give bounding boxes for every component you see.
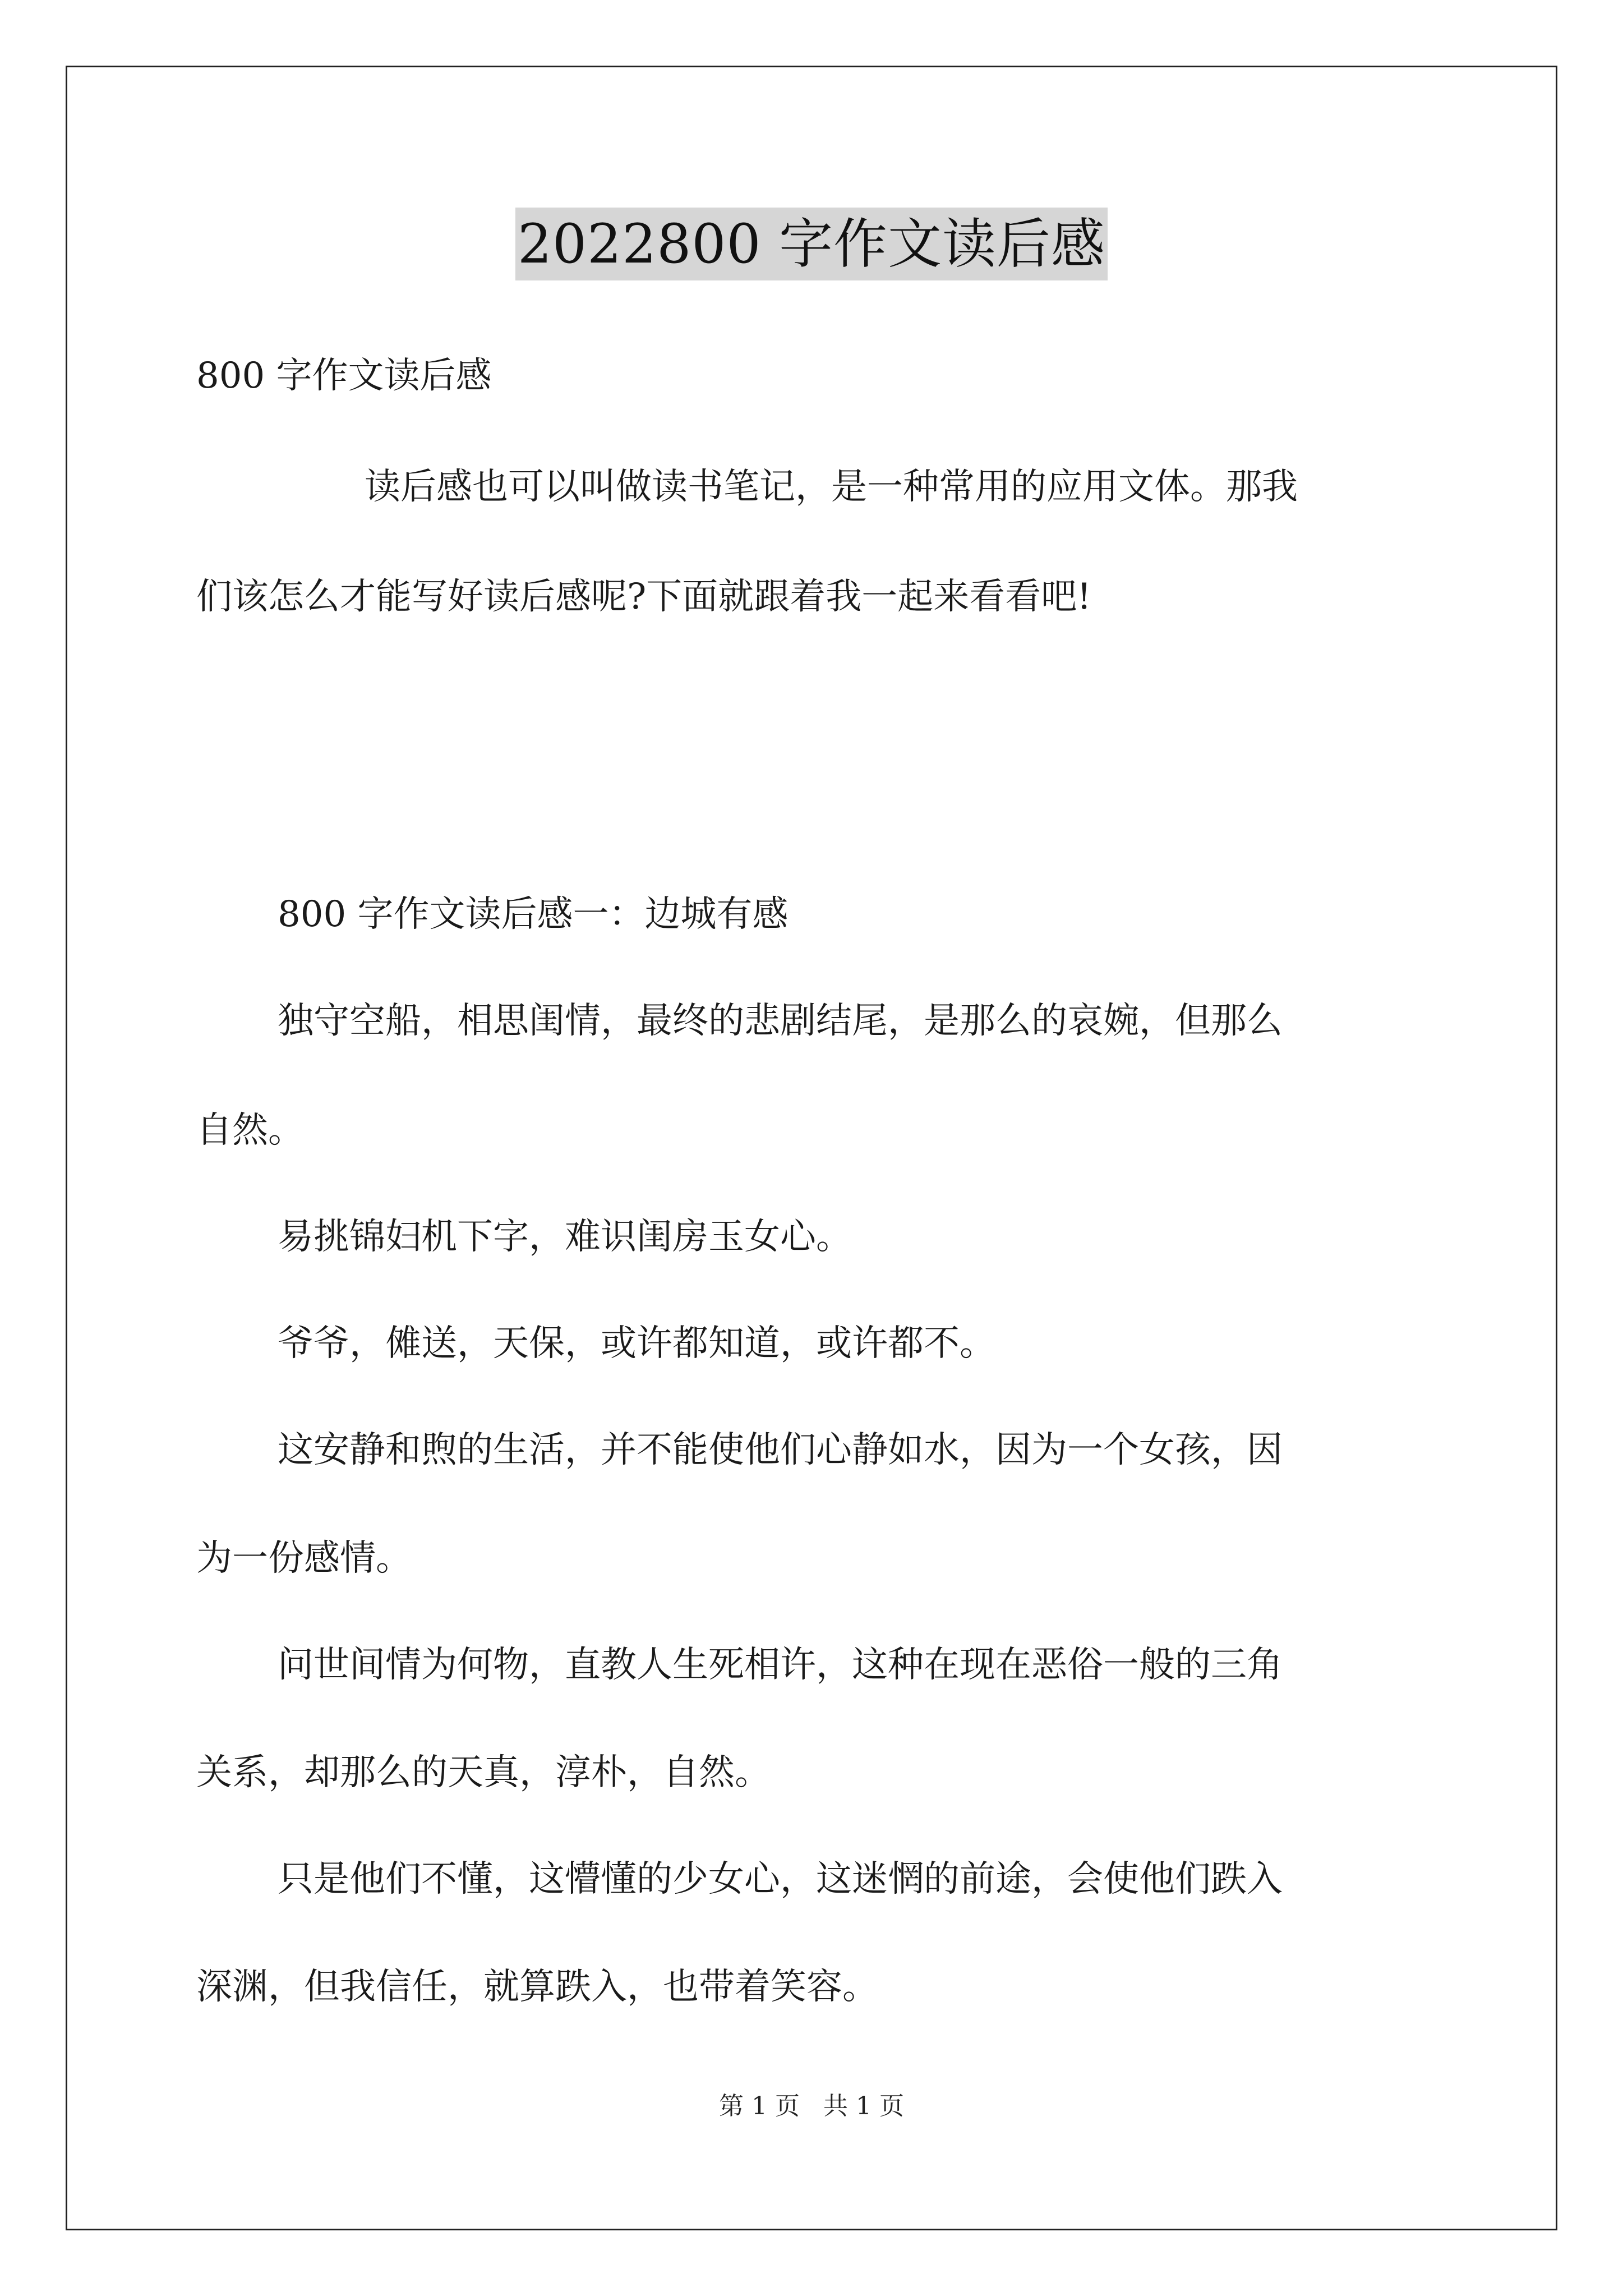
paragraph-line: 为一份感情。 xyxy=(196,1538,412,1579)
paragraph-line: 只是他们不懂，这懵懂的少女心，这迷惘的前途，会使他们跌入 xyxy=(278,1858,1283,1900)
title-container xyxy=(0,208,1623,280)
paragraph-line: 独守空船，相思闺情，最终的悲剧结尾，是那么的哀婉，但那么 xyxy=(278,1000,1283,1042)
subtitle-line: 800 字作文读后感 xyxy=(196,355,492,397)
paragraph-line: 爷爷，傩送，天保，或许都知道，或许都不。 xyxy=(278,1323,995,1364)
document-title: 2022800 字作文读后感 xyxy=(515,208,1108,280)
page-footer xyxy=(0,2090,1623,2123)
paragraph-line: 自然。 xyxy=(196,1110,304,1151)
page-total: 共 1 页 xyxy=(823,2092,904,2120)
intro-line-1: 读后感也可以叫做读书笔记，是一种常用的应用文体。那我 xyxy=(365,466,1298,508)
paragraph-line: 易挑锦妇机下字，难识闺房玉女心。 xyxy=(278,1216,852,1258)
page-number: 第 1 页 xyxy=(719,2092,800,2120)
paragraph-line: 深渊，但我信任，就算跌入，也带着笑容。 xyxy=(196,1966,878,2008)
paragraph-line: 问世间情为何物，直教人生死相许，这种在现在恶俗一般的三角 xyxy=(278,1644,1283,1686)
paragraph-line: 关系，却那么的天真，淳朴，自然。 xyxy=(196,1752,771,1793)
section-heading: 800 字作文读后感一：边城有感 xyxy=(278,894,789,935)
paragraph-line: 这安静和煦的生活，并不能使他们心静如水，因为一个女孩，因 xyxy=(278,1429,1283,1471)
intro-line-2: 们该怎么才能写好读后感呢?下面就跟着我一起来看看吧! xyxy=(196,576,1092,618)
